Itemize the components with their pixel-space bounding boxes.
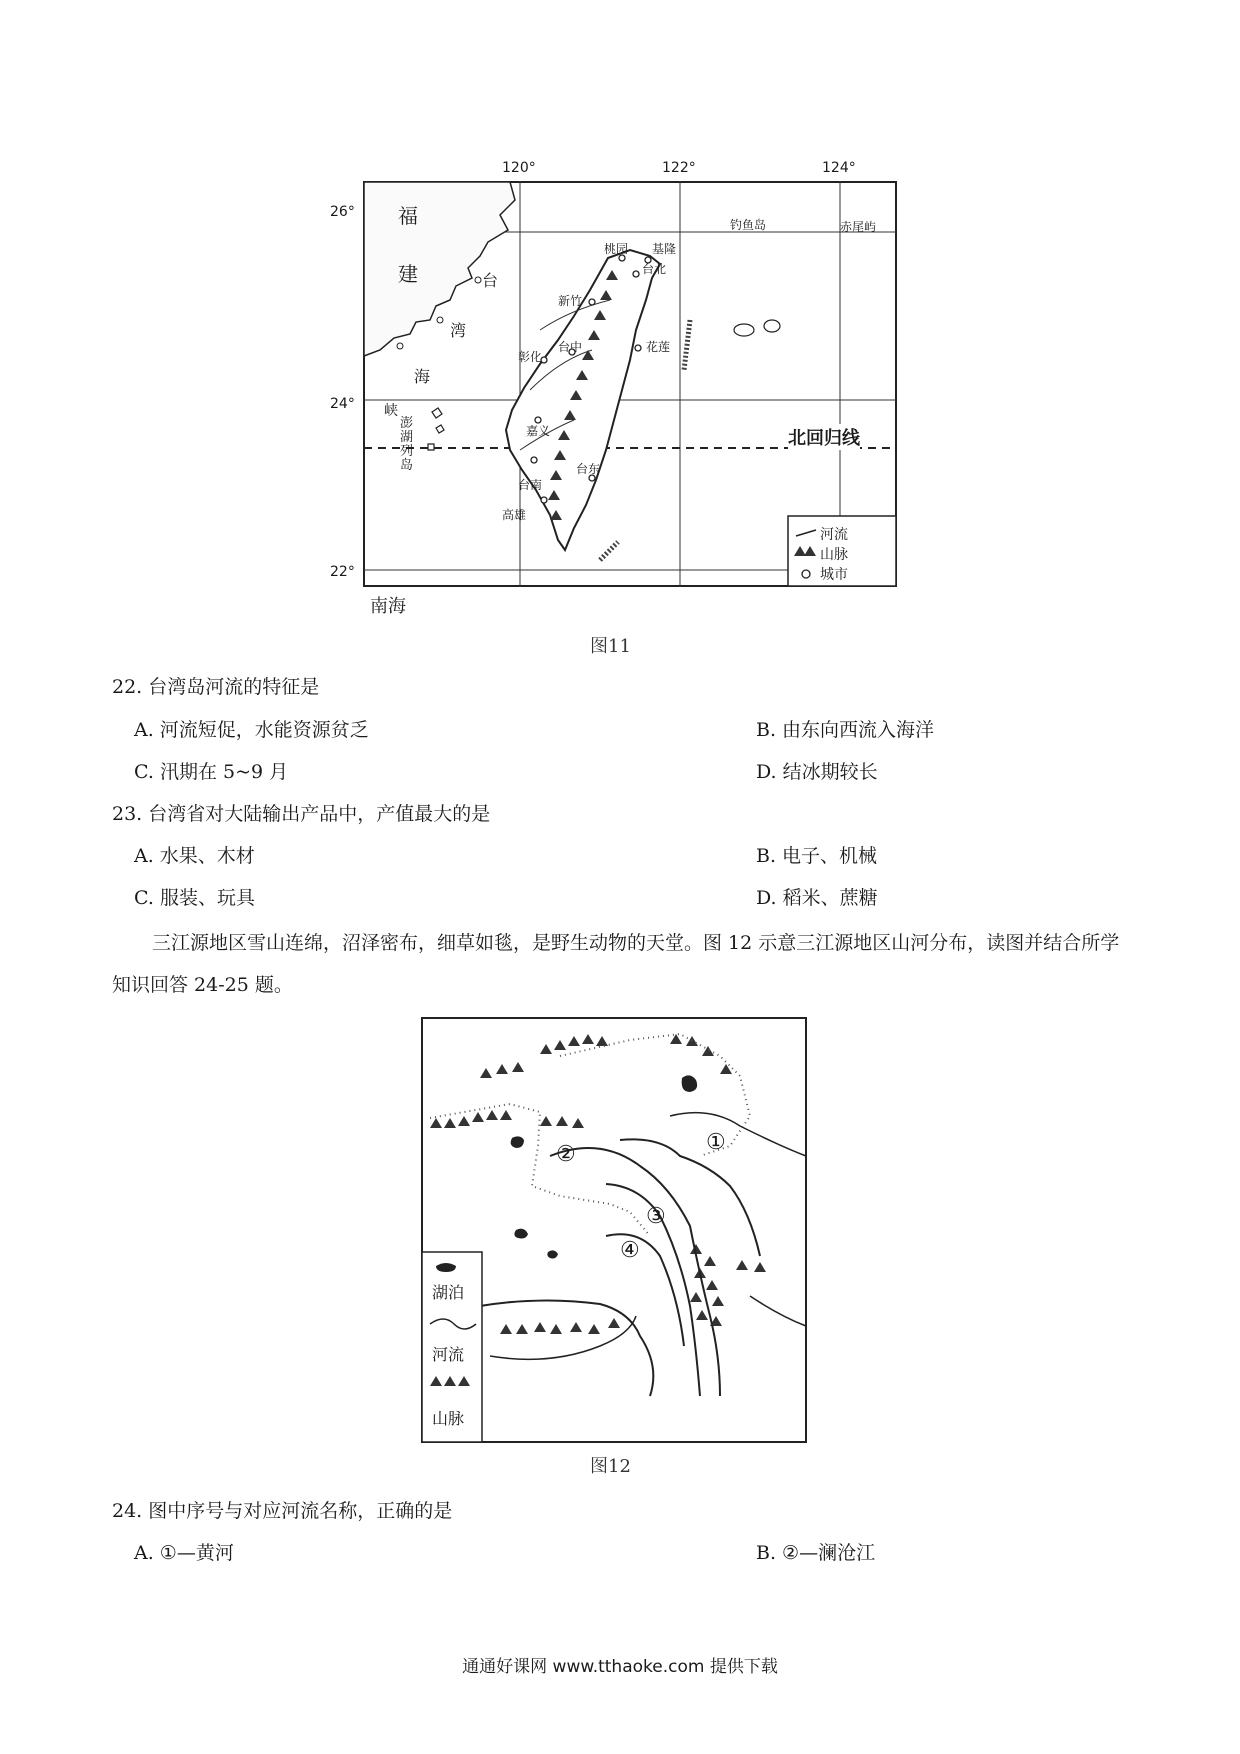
label-hualian: 花莲	[646, 340, 671, 354]
label-penghu-4: 岛	[400, 458, 414, 473]
label-taizhong: 台中	[558, 340, 583, 354]
label-taidong: 台东	[576, 462, 601, 476]
label-strait-1: 台	[482, 271, 499, 290]
label-diaoyu: 钓鱼岛	[730, 218, 767, 232]
lat-label-22: 22°	[330, 564, 355, 580]
label-keelung: 基隆	[652, 242, 677, 256]
label-xinzhu: 新竹	[558, 294, 583, 308]
label-south-sea: 南海	[370, 596, 406, 617]
label-taoyuan: 桃园	[604, 242, 629, 256]
question-23-option-d: D. 稻米、蔗糖	[756, 887, 878, 909]
taiwan-map	[360, 160, 900, 620]
legend-mountain: 山脉	[432, 1409, 465, 1428]
label-chiwei: 赤尾屿	[840, 220, 877, 234]
question-23-option-a: A. 水果、木材	[134, 845, 255, 867]
lat-label-24: 24°	[330, 396, 355, 412]
label-penghu-1: 澎	[400, 416, 414, 431]
question-22-stem: 22. 台湾岛河流的特征是	[112, 676, 320, 698]
figure-12-caption: 图12	[590, 1456, 631, 1477]
lon-label-120: 120°	[502, 160, 536, 176]
question-23-stem: 23. 台湾省对大陆输出产品中，产值最大的是	[112, 803, 491, 825]
lat-label-26: 26°	[330, 204, 355, 220]
question-22-option-d: D. 结冰期较长	[756, 761, 878, 783]
marker-3: ③	[646, 1204, 666, 1229]
label-penghu-2: 湖	[400, 430, 414, 445]
question-23-option-b: B. 电子、机械	[756, 845, 878, 867]
label-strait-4: 峡	[384, 403, 398, 419]
legend-river: 河流	[432, 1345, 465, 1364]
sanjiangyuan-map	[420, 1016, 810, 1444]
label-jiayi: 嘉义	[526, 424, 551, 438]
label-jian: 建	[398, 262, 418, 286]
lon-label-122: 122°	[662, 160, 696, 176]
legend-mountain: 山脉	[820, 547, 848, 563]
label-strait-3: 海	[414, 367, 431, 386]
figure-11	[330, 160, 900, 620]
page-footer: 通通好课网 www.tthaoke.com 提供下载	[462, 1657, 778, 1677]
legend-city: 城市	[820, 567, 848, 583]
marker-2: ②	[556, 1142, 576, 1167]
question-24-option-b: B. ②—澜沧江	[756, 1542, 876, 1564]
question-24-stem: 24. 图中序号与对应河流名称，正确的是	[112, 1500, 453, 1522]
marker-1: ①	[706, 1130, 726, 1155]
marker-4: ④	[620, 1238, 640, 1263]
label-strait-2: 湾	[450, 321, 467, 340]
lon-label-124: 124°	[822, 160, 856, 176]
intro-paragraph: 三江源地区雪山连绵，沼泽密布，细草如毯，是野生动物的天堂。图 12 示意三江源地区山河分布，读图并结合所学知识回答 24-25 题。	[112, 932, 1120, 996]
label-tainan: 台南	[518, 478, 543, 492]
figure-12	[420, 1016, 810, 1444]
legend-river: 河流	[820, 527, 848, 543]
label-taibei: 台北	[642, 262, 667, 276]
figure-11-caption: 图11	[590, 636, 631, 657]
question-22-option-a: A. 河流短促，水能资源贫乏	[134, 719, 369, 741]
label-fu: 福	[398, 204, 418, 228]
question-24-option-a: A. ①—黄河	[134, 1542, 234, 1564]
label-gaoxiong: 高雄	[502, 508, 527, 522]
label-penghu-3: 列	[400, 444, 414, 459]
label-zhanghua: 彰化	[518, 350, 543, 364]
question-22-option-b: B. 由东向西流入海洋	[756, 719, 935, 741]
label-tropic: 北回归线	[788, 424, 860, 450]
question-23-option-c: C. 服装、玩具	[134, 887, 255, 909]
legend-lake: 湖泊	[432, 1283, 465, 1302]
question-22-option-c: C. 汛期在 5~9 月	[134, 761, 289, 783]
